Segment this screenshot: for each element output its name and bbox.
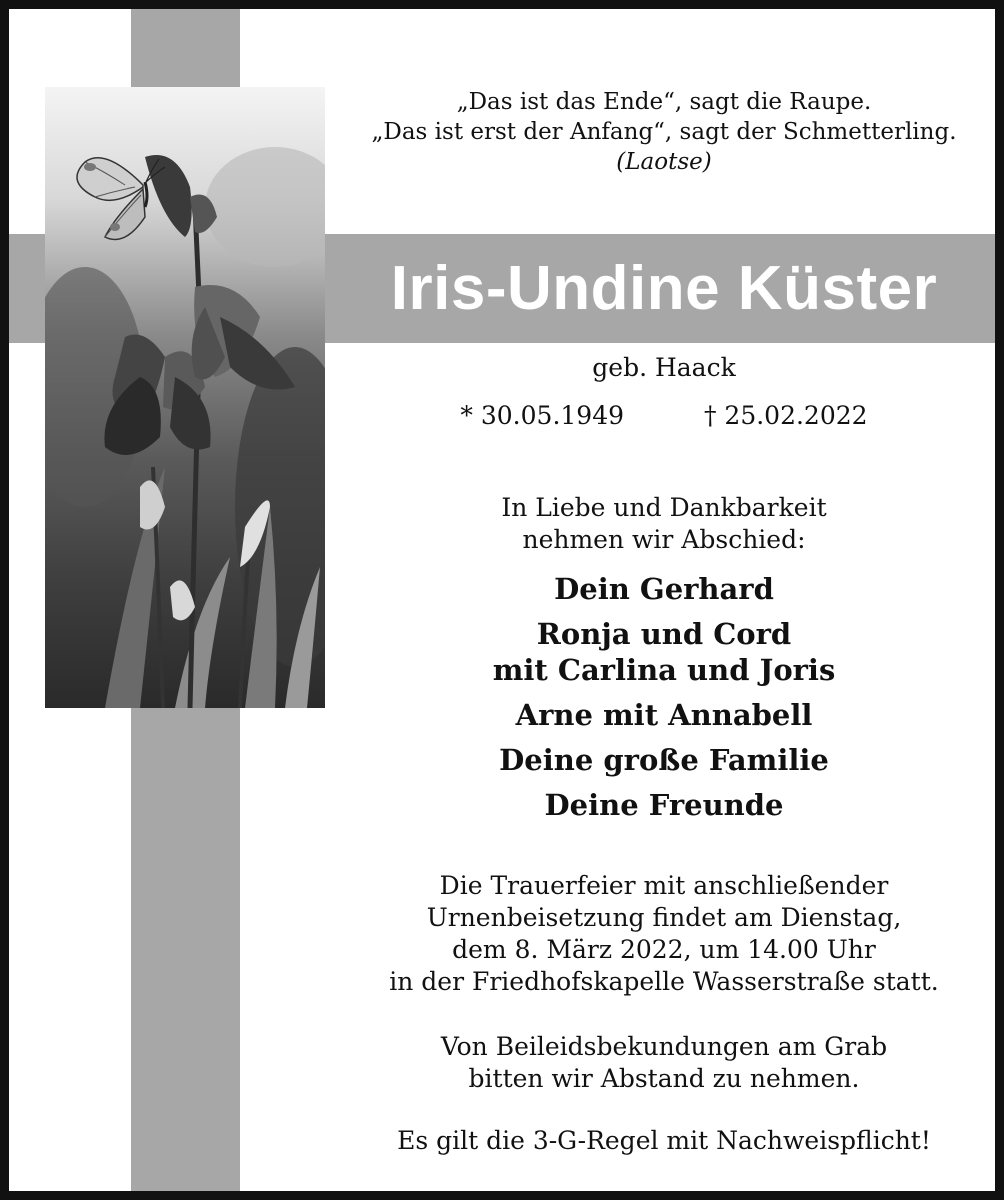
life-dates bbox=[333, 401, 995, 431]
condolence-note bbox=[333, 1031, 995, 1095]
service-line-3: dem 8. März 2022, um 14.00 Uhr bbox=[452, 935, 876, 964]
quote-author: (Laotse) bbox=[616, 149, 712, 175]
iris-flower-photo bbox=[45, 87, 325, 708]
butterfly-icon bbox=[77, 158, 165, 240]
covid-rule-note: Es gilt die 3-G-Regel mit Nachweispflicht! bbox=[397, 1126, 931, 1155]
iris-flower-icon bbox=[45, 87, 325, 708]
quote-block bbox=[333, 87, 995, 177]
service-line-4: in der Friedhofskapelle Wasserstraße statt. bbox=[389, 967, 939, 996]
service-line-1: Die Trauerfeier mit anschließender bbox=[439, 871, 889, 900]
mourners-list bbox=[333, 571, 995, 832]
mourner-entry: Dein Gerhard bbox=[554, 572, 774, 606]
mourner-entry: Deine große Familie bbox=[499, 743, 829, 777]
deceased-name: Iris-Undine Küster bbox=[390, 254, 938, 323]
birth-date: * 30.05.1949 bbox=[460, 401, 625, 430]
intro-line-1: In Liebe und Dankbarkeit bbox=[501, 493, 827, 522]
quote-line-2: „Das ist erst der Anfang“, sagt der Schmetterling. bbox=[371, 119, 957, 145]
condolence-line-1: Von Beileidsbekundungen am Grab bbox=[440, 1032, 888, 1061]
mourner-entry: Deine Freunde bbox=[544, 788, 784, 822]
mourner-entry: Ronja und Cord bbox=[536, 617, 792, 651]
death-date: † 25.02.2022 bbox=[703, 401, 868, 430]
intro-line-2: nehmen wir Abschied: bbox=[522, 525, 806, 554]
condolence-line-2: bitten wir Abstand zu nehmen. bbox=[468, 1064, 860, 1093]
funeral-service-info bbox=[333, 870, 995, 998]
birth-name: geb. Haack bbox=[592, 353, 736, 382]
mourner-entry: Arne mit Annabell bbox=[515, 698, 813, 732]
farewell-intro bbox=[333, 492, 995, 556]
mourner-entry-group bbox=[333, 616, 995, 688]
service-line-2: Urnenbeisetzung findet am Dienstag, bbox=[426, 903, 902, 932]
mourner-entry: mit Carlina und Joris bbox=[492, 653, 836, 687]
quote-line-1: „Das ist das Ende“, sagt die Raupe. bbox=[456, 89, 872, 115]
